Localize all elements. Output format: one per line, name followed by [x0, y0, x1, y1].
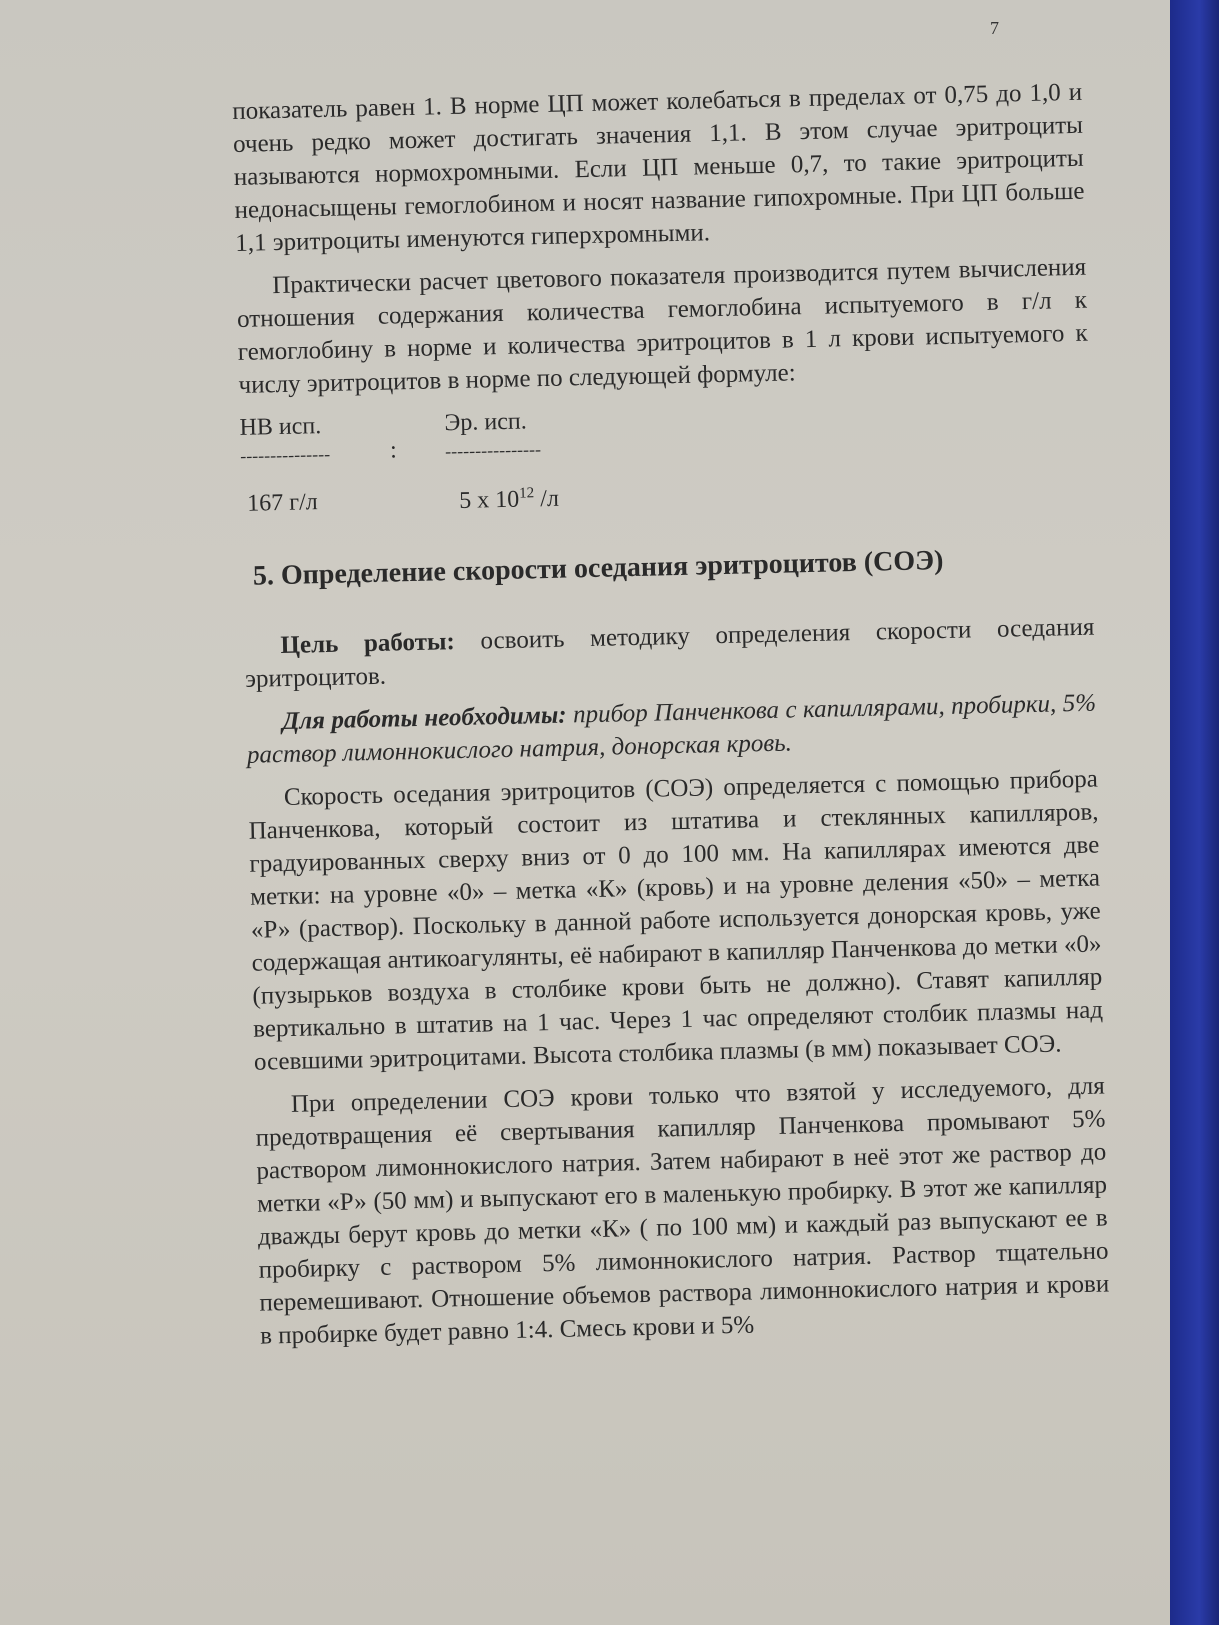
- page-number: 7: [990, 18, 999, 38]
- needed-text: прибор Панченкова с капиллярами, пробирки, 5% раствор лимоннокислого натрия, донорская кровь.: [246, 689, 1097, 769]
- paragraph-needed: [246, 687, 1097, 772]
- goal-label: Цель работы:: [280, 628, 456, 660]
- formula-hb-label: НВ исп.: [239, 413, 322, 441]
- formula-er-label: Эр. исп.: [444, 408, 527, 437]
- formula-colon: :: [389, 437, 398, 464]
- formula-er-norm-exp: 12: [518, 485, 535, 502]
- section-title: 5. Определение скорости оседания эритроцитов (СОЭ): [252, 544, 944, 592]
- formula: [239, 393, 1092, 532]
- paragraph-goal: [244, 611, 1095, 696]
- formula-er-norm: [459, 477, 560, 518]
- needed-label: Для работы необходимы:: [281, 701, 567, 736]
- formula-er-norm-unit: /л: [533, 485, 560, 513]
- document-body: [232, 76, 1111, 1363]
- formula-dash-right: ----------------: [444, 439, 542, 462]
- paragraph-soe-method: Скорость оседания эритроцитов (СОЭ) определяется с помощью прибора Панченкова, который состоит из штатива и стеклянных капилляров, градуированных сверху вниз от 0 до 100 мм. На капиллярах имеются две метки: на уровне «0» – метка «К» (кровь) и на уровне деления «50» – метка «Р» (раствор). Поскольку в данной работе используется донорская кровь, уже содержащая антикоагулянты, её набирают в капилляр Панченкова до метки «0» (пузырьков воздуха в столбике крови быть не должно). Ставят капилляр вертикально в штатив на 1 час. Через 1 час определяют столбик плазмы над осевшими эритроцитами. Высота столбика плазмы (в мм) показывает СОЭ.: [248, 765, 1104, 1076]
- goal-text: освоить методику определения скорости оседания эритроцитов.: [244, 613, 1095, 693]
- paragraph-calculation: Практически расчет цветового показателя производится путем вычисления отношения содержания количества гемоглобина испытуемого в г/л к гемоглобину в норме и количества эритроцитов в 1 л крови испытуемого к числу эритроцитов в норме по следующей формуле:: [236, 253, 1088, 399]
- formula-er-norm-base: 5 х 10: [458, 486, 520, 514]
- formula-dash-left: ---------------: [239, 443, 331, 466]
- formula-hb-norm: 167 г/л: [246, 489, 319, 517]
- paragraph-color-index: показатель равен 1. В норме ЦП может колебаться в пределах от 0,75 до 1,0 и очень редко может достигать значения 1,1. В этом случае эритроциты называются нормохромными. Если ЦП меньше 0,7, то такие эритроциты недонасыщены гемоглобином и носят название гипохромные. При ЦП больше 1,1 эритроциты именуются гиперхромными.: [232, 78, 1085, 257]
- paragraph-fresh-blood: При определении СОЭ крови только что взятой у исследуемого, для предотвращения её свертывания капилляр Панченкова промывают 5% раствором лимоннокислого натрия. Затем набирают в неё этот же раствор до метки «Р» (50 мм) и выпускают его в маленькую пробирку. В этот же капилляр дважды берут кровь до метки «К» ( по 100 мм) и каждый раз выпускают ее в пробирку с раствором 5% лимоннокислого натрия. Раствор тщательно перемешивают. Отношение объемов раствора лимоннокислого натрия и крови в пробирке будет равно 1:4. Смесь крови и 5%: [255, 1072, 1110, 1350]
- blue-binder-cover: [1170, 0, 1219, 1625]
